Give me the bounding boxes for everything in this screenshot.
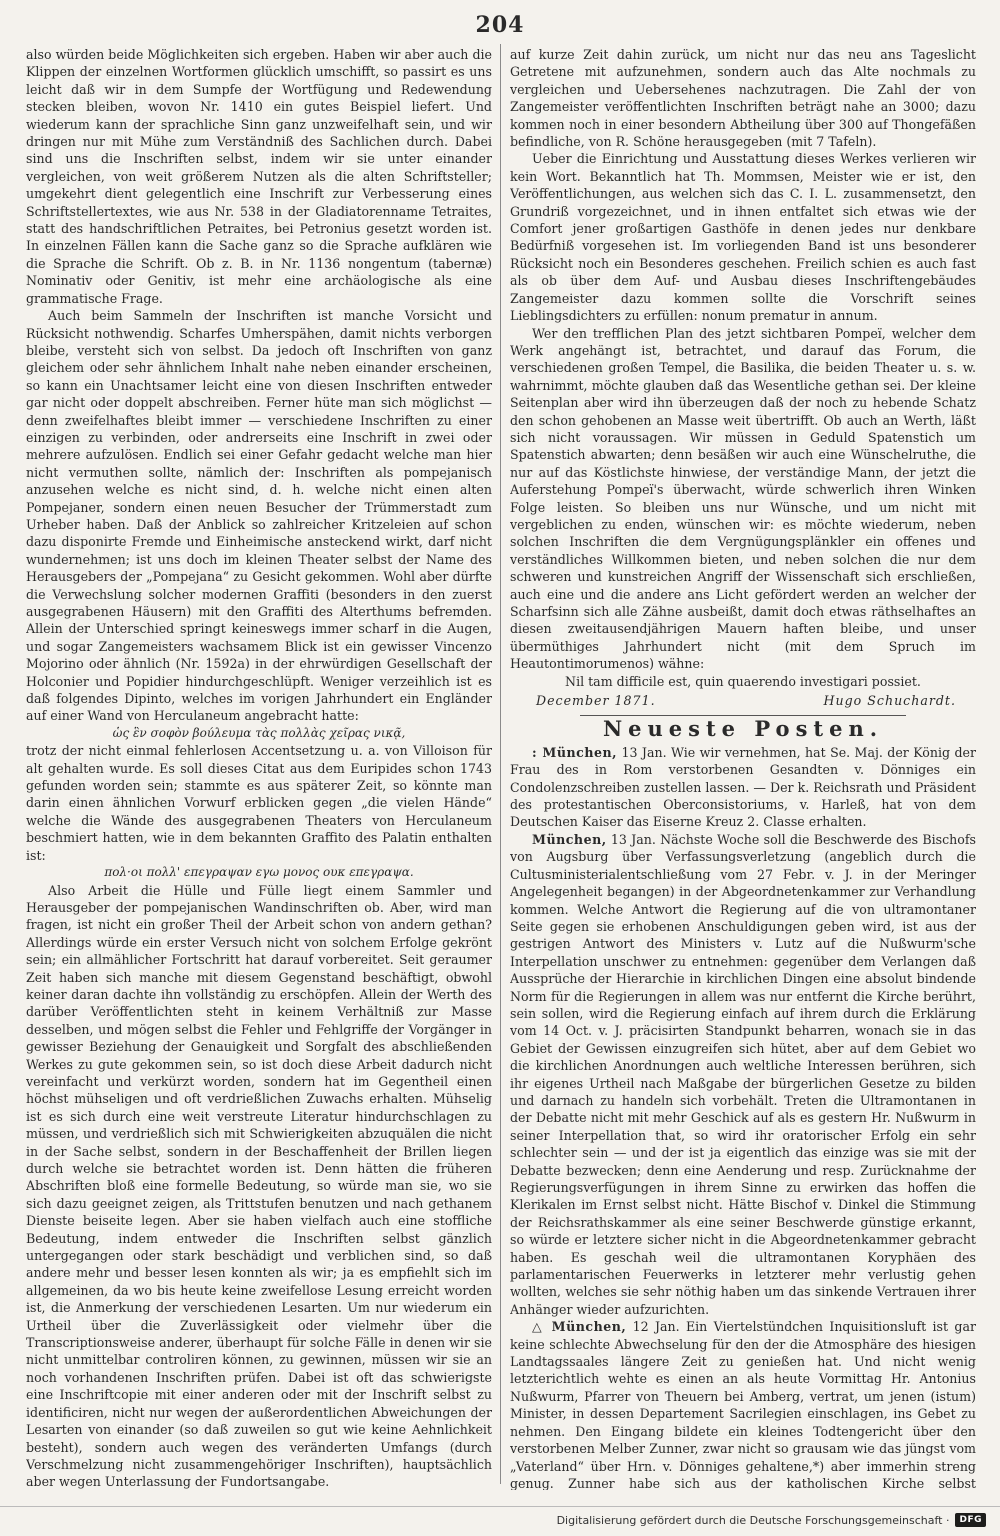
news-text: 12 Jan. Ein Viertelstündchen Inquisitionsluft ist gar keine schlechte Abwechselung für den der die Atmosphäre des hiesigen Landtagssaales längere Zeit zu genießen hat. Und nicht wenig letzterichtlich wehte es einen an als heute Vormittag Hr. Antonius Nußwurm, Pfarrer von Theuern bei Amberg, vertrat, um jenen (istum) Minister, in dessen Departement Sacrilegien einschlagen, ins Gebet zu nehmen. Den Eingang bildete ein kleines Todtengericht über den verstorbenen Melber Zunner, zwar nicht so grausam wie das jüngst vom „Vaterland“ über Hrn. v. Dönniges gehaltene,*) aber immerhin streng genug. Zunner habe sich aus der katholischen Kirche selbst bbox=[510, 1319, 976, 1490]
footer-credit: Digitalisierung gefördert durch die Deutsche Forschungsgemeinschaft · bbox=[556, 1513, 950, 1527]
news-text: 13 Jan. Nächste Woche soll die Beschwerde des Bischofs von Augsburg über Verfassungsverletzung (angeblich durch die Cultusministerialentschließung vom 27 Febr. v. J. in der Meringer Angelegenheit begangen) in der Abgeordnetenkammer zur Verhandlung kommen. Welche Antwort die Regierung auf die von ultramontaner Seite gegen sie erhobenen Anschuldigungen geben wird, ist aus der gestrigen Antwort des Ministers v. Lutz auf die Nußwurm'sche Interpellation unschwer zu entnehmen: gegenüber dem Verlangen daß Aussprüche der Hierarchie in kirchlichen Dingen eine absolut bindende Norm für die Regierungen in allem was nur entfernt die Kirche berührt, sein sollen, wird die Regierung einfach auf ihrem durch die Erklärung vom 14 Oct. v. J. präcisirten Standpunkt beharren, wonach sie in das Gebiet der Gewissen einzugreifen sich hütet, aber auf dem Gebiet wo die kirchlichen Anordnungen auch weltliche Interessen berühren, sich ihr eigenes Urtheil nach Maßgabe der bürgerlichen Gesetze zu bilden und darnach zu handeln sich vorbehält. Treten die Ultramontanen in der Debatte nicht mit mehr Geschick auf als es gestern Hr. Nußwurm in seiner Interpellation that, so wird ihr oratorischer Erfolg ein sehr schlechter sein — und der ist ja eigentlich das einzige was sie mit der Debatte bezwecken; denn eine Aenderung und resp. Zurücknahme der Regierungsverfügungen in ihrem Sinne zu erwirken das hoffen die Klerikalen im Ernst selbst nicht. Hätte Bischof v. Dinkel die Stimmung der Reichsrathskammer als eine seiner Beschwerde günstige erkannt, so würde er letztere sicher nicht in die Abgeordnetenkammer gebracht haben. Es geschah weil die ultramontanen Koryphäen des parlamentarischen Feuerwerks in letzterer mehr verlustig gehen wollten, welches sie sehr nöthig haben um das sinkende Vertrauen ihrer Anhänger wieder aufzurichten. bbox=[510, 831, 976, 1317]
signature-name: Hugo Schuchardt. bbox=[823, 693, 956, 709]
column-divider bbox=[500, 44, 501, 1484]
greek-quote-euripides: ὡς ἓν σοφὸν βούλευμα τὰς πολλὰς χεῖρας νικᾷ, bbox=[112, 725, 406, 740]
news-item bbox=[510, 831, 976, 1318]
left-paragraph-3: trotz der nicht einmal fehlerlosen Accentsetzung u. a. von Villoison für alt gehalten wurde. Es soll dieses Citat aus dem Euripides schon 1743 gefunden worden sein; stammte es aus späterer Zeit, so könnte man darin einen ähnlichen Vorwurf erblicken gegen „die vielen Hände“ welche die Wände des ausgegrabenen Theaters von Herculaneum beschmiert hatten, wie in dem bekannten Graffito des Palatin enthalten ist: bbox=[26, 743, 492, 863]
right-column bbox=[510, 46, 976, 1490]
dfg-logo-icon: DFG bbox=[955, 1513, 986, 1527]
latin-quote: Nil tam difficile est, quin quaerendo investigari possiet. bbox=[565, 673, 921, 689]
news-item bbox=[510, 744, 976, 831]
footer bbox=[557, 1513, 986, 1527]
page-number: 204 bbox=[475, 12, 525, 38]
news-dateline: △ München, bbox=[532, 1319, 627, 1335]
right-paragraph-2: Ueber die Einrichtung und Ausstattung dieses Werkes verlieren wir kein Wort. Bekanntlich hat Th. Mommsen, Meister wie er ist, den Veröffentlichungen, aus welchen sich das C. I. L. zusammensetzt, den Grundriß vorgezeichnet, und in ihnen entfaltet sich etwas wie der Comfort jener großartigen Gasthöfe in denen jedes nur denkbare Bedürfniß vorgesehen ist. Im vorliegenden Band ist uns besonderer Rücksicht noch ein Besonderes geschehen. Freilich schien es auch fast als ob über dem Auf- und Ausbau dieses Inschriftengebäudes Zangemeister dazu kommen sollte die Vorschrift seines Lieblingsdichters zu erfüllen: nonum prematur in annum. bbox=[510, 151, 976, 324]
news-dateline: : München, bbox=[532, 744, 618, 760]
greek-quote-palatin: πολ·οι πολλ' επεγραψαν εγω μονος ουκ επεγραψα. bbox=[104, 865, 414, 880]
right-paragraph-3: Wer den trefflichen Plan des jetzt sichtbaren Pompeï, welcher dem Werk angehängt ist, betrachtet, und darauf das Forum, die verschiedenen großen Tempel, die Basilika, die beiden Theater u. s. w. wahrnimmt, möchte glauben daß das Wesentliche gethan sei. Der kleine Seitenplan aber wird ihn überzeugen daß der noch zu hebende Schatz den schon gehobenen an Masse weit übertrifft. Ob auch an Werth, läßt sich nicht voraussagen. Wir müssen in Geduld Spatenstich um Spatenstich abwarten; denn besäßen wir auch eine Wünschelruthe, die nur auf das Köstlichste hinwiese, der verständige Mann, der jetzt die Auferstehung Pompeï's überwacht, würde schwerlich ihren Winken Folge leisten. So bleiben uns nur Wünsche, und um nicht mit vergeblichen zu enden, wünschen wir: es möchte wiederum, neben solchen Inschriften die dem Vergnügungsplänkler ein offenes und verständliches Willkommen bieten, und neben solchen die nur dem schweren und kunstreichen Angriff der Wissenschaft sich erschließen, auch eine und die andere ans Licht gefördert werden an welcher der Scharfsinn sich alle Zähne ausbeißt, damit doch etwas räthselhaftes an diesen zweitausendjährigen Mauern haften bleibe, und unser übermüthiges Jahrhundert nicht (mit dem Spruch im Heautontimorumenos) wähne: bbox=[510, 325, 976, 672]
left-column bbox=[26, 46, 492, 1490]
left-paragraph-1: also würden beide Möglichkeiten sich ergeben. Haben wir aber auch die Klippen der einzelnen Wortformen glücklich umschifft, so passirt es uns leicht daß wir in dem Sumpfe der Wortfügung und Redewendung stecken bleiben, wovon Nr. 1410 ein gutes Beispiel liefert. Und wiederum kann der sprachliche Sinn ganz unzweifelhaft sein, und wir dringen nur mit Mühe zum Verständniß des Sachlichen durch. Dabei sind uns die Inschriften selbst, indem wir sie unter einander vergleichen, von weit größerem Nutzen als die alten Schriftsteller; umgekehrt dient gelegentlich eine Inschrift zur Verbesserung eines Schriftstellertextes, wie aus Nr. 538 in der Gladiatorenname Tetraites, statt des handschriftlichen Petraites, bei Petronius gesetzt worden ist. In einzelnen Fällen kann die Sache ganz so die Sprache aufklären wie die Sprache die Schrift. Ob z. B. in Nr. 1136 nongentum (tabernæ) Nominativ oder Genitiv, ist mehr eine archäologische als eine grammatische Frage. bbox=[26, 47, 492, 306]
left-paragraph-2: Auch beim Sammeln der Inschriften ist manche Vorsicht und Rücksicht nothwendig. Scharfes Umherspähen, damit nichts verborgen bleibe, versteht sich von selbst. Da jedoch oft Inschriften von ganz gleichem oder sehr ähnlichem Inhalt nahe neben einander erscheinen, so kann ein Unachtsamer leicht eine von diesen Inschriften entweder gar nicht oder doppelt abschreiben. Ferner hüte man sich möglichst — denn zweifelhaftes bleibt immer — verschiedene Inschriften zu einer einzigen zu verbinden, oder andrerseits eine Inschrift in zwei oder mehrere aufzulösen. Endlich sei einer Gefahr gedacht welche man hier nicht vermuthen sollte, nämlich der: Inschriften als pompejanisch anzusehen welche es nicht sind, d. h. welche nicht einen alten Pompejaner, sondern einen neuen Besucher der Trümmerstadt zum Urheber haben. Daß der Anblick so zahlreicher Kritzeleien auf schon dazu disponirte Fremde und Einheimische ansteckend wirkt, darf nicht wundernehmen; ist uns doch im kleinen Theater selbst der Name des Herausgebers der „Pompejana“ zu Gesicht gekommen. Wohl aber dürfte die Verwechslung solcher modernen Graffiti (besonders in den zuerst ausgegrabenen Häusern) mit den Graffiti des Alterthums befremden. Allein der Unterschied springt keineswegs immer scharf in die Augen, und sogar Zangemeisters wachsamem Blick ist ein gewisser Vincenzo Mojorino oder ähnlich (Nr. 1592a) in der ehrwürdigen Gesellschaft der Holconier und Popidier hindurchgeschlüpft. Weniger verzeihlich ist es daß folgendes Dipinto, welches im vorigen Jahrhundert ein Engländer auf einer Wand von Herculaneum angebracht hatte: bbox=[26, 308, 492, 724]
news-item bbox=[510, 1318, 976, 1490]
right-paragraph-1: auf kurze Zeit dahin zurück, um nicht nur das neu ans Tageslicht Getretene mit aufzunehmen, sondern auch das Alte nochmals zu vergleichen und Uebersehenes nachzutragen. Die Zahl der von Zangemeister veröffentlichten Inschriften beträgt nahe an 3000; dazu kommen noch in einer besondern Abtheilung über 300 auf Thongefäßen befindliche, von R. Schöne herausgegeben (mit 7 Tafeln). bbox=[510, 47, 976, 150]
left-paragraph-4: Also Arbeit die Hülle und Fülle liegt einem Sammler und Herausgeber der pompejanischen Wandinschriften ob. Aber, wird man fragen, ist nicht ein großer Theil der Arbeit schon von andern gethan? Allerdings würde ein erster Versuch nicht von solchem Erfolge gekrönt sein; ein allmählicher Fortschritt hat darauf vorbereitet. Seit geraumer Zeit haben sich manche mit diesem Gegenstand beschäftigt, obwohl keiner daran dachte ihn vollständig zu erschöpfen. Allein der Werth des darüber Veröffentlichten steht in keinem Verhältniß zur Masse desselben, und mögen selbst die Fehler und Fehlgriffe der Vorgänger in gewisser Beziehung der Genauigkeit und Sorgfalt des abschließenden Werkes zu gute gekommen sein, so ist doch diese Arbeit dadurch nicht vereinfacht und verkürzt worden, sondern hat im Gegentheil einen höchst mühseligen und oft verdrießlichen Zuwachs erhalten. Mühselig ist es sich durch eine weit verstreute Literatur hindurchschlagen zu müssen, und verdrießlich sich mit Schwierigkeiten abzuquälen die nicht in der Sache selbst, sondern in der Beschaffenheit der Brillen liegen durch welche sie betrachtet worden ist. Denn hätten die früheren Abschriften bloß eine formelle Bedeutung, so würde man sie, wo sie sich dazu geeignet zeigen, als Trittstufen benutzen und nach gethanem Dienste beiseite legen. Aber sie haben vielfach auch eine stoffliche Bedeutung, indem entweder die Inschriften selbst gänzlich untergegangen oder stark beschädigt und verblichen sind, so daß andere mehr und besser lesen konnten als wir; ja es empfiehlt sich im allgemeinen, da wo bis heute keine zweifellose Lesung erreicht worden ist, die Anmerkung der verschiedenen Lesarten. Um nur wiederum ein Urtheil über die Zuverlässigkeit oder vielmehr über die Transcriptionsweise anderer, überhaupt für solche Fälle in denen wir sie nicht unmittelbar controliren können, zu gewinnen, müssen wir sie an noch vorhandenen Inschriften prüfen. Dabei ist oft das schwierigste eine Inschriftcopie mit einer anderen oder mit der Inschrift selbst zu identificiren, nicht nur wegen der außerordentlichen Abweichungen der Lesarten von einander (so daß zuweilen so gut wie keine Aehnlichkeit besteht), sondern auch wegen des veränderten Umfangs (durch Verschmelzung nicht zusammengehöriger Inschriften), hauptsächlich aber wegen Unterlassung der Fundortsangabe. bbox=[26, 882, 492, 1490]
news-dateline: München, bbox=[532, 831, 607, 847]
footer-divider bbox=[0, 1506, 1000, 1507]
section-heading: Neueste Posten. bbox=[602, 716, 884, 742]
news-text: 13 Jan. Wie wir vernehmen, hat Se. Maj. der König der Frau des in Rom verstorbenen Gesandten v. Dönniges ein Condolenzschreiben zustellen lassen. — Der k. Reichsrath und Präsident des protestantischen Oberconsistoriums, v. Harleß, hat von dem Deutschen Kaiser das Eiserne Kreuz 2. Classe erhalten. bbox=[510, 744, 976, 830]
signature-line bbox=[510, 692, 976, 709]
signature-date: December 1871. bbox=[536, 693, 656, 709]
